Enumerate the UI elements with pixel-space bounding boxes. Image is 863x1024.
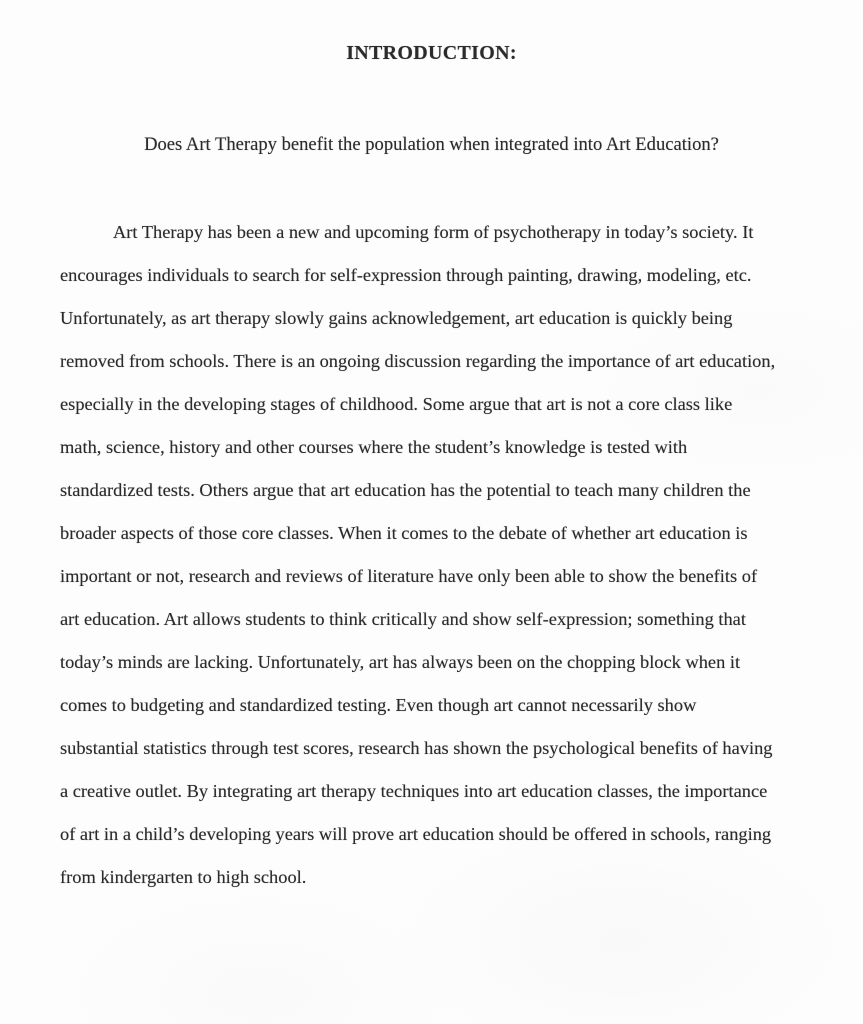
- paragraph-line: removed from schools. There is an ongoing discussion regarding the importance of art education,: [60, 351, 776, 371]
- paragraph-line: a creative outlet. By integrating art therapy techniques into art education classes, the importance: [60, 781, 768, 801]
- paragraph-line: math, science, history and other courses where the student’s knowledge is tested with: [60, 437, 688, 457]
- paragraph-line: especially in the developing stages of childhood. Some argue that art is not a core class like: [60, 394, 733, 414]
- research-question: Does Art Therapy benefit the population when integrated into Art Education?: [144, 134, 719, 155]
- paragraph-line: art education. Art allows students to think critically and show self-expression; something that: [60, 609, 746, 629]
- section-heading: INTRODUCTION:: [346, 42, 517, 64]
- paragraph-line: encourages individuals to search for self-expression through painting, drawing, modeling, etc.: [60, 265, 752, 285]
- paragraph-line: comes to budgeting and standardized testing. Even though art cannot necessarily show: [60, 695, 697, 715]
- paragraph-line: of art in a child’s developing years will prove art education should be offered in schools, ranging: [60, 824, 772, 844]
- paragraph-line: important or not, research and reviews of literature have only been able to show the benefits of: [60, 566, 758, 586]
- paragraph-line: from kindergarten to high school.: [60, 867, 307, 887]
- body-paragraph: [0, 211, 863, 899]
- paragraph-line: today’s minds are lacking. Unfortunately, art has always been on the chopping block when it: [60, 652, 741, 672]
- paragraph-line: standardized tests. Others argue that art education has the potential to teach many children the: [60, 480, 751, 500]
- paragraph-line: broader aspects of those core classes. When it comes to the debate of whether art education is: [60, 523, 748, 543]
- paragraph-line: Unfortunately, as art therapy slowly gains acknowledgement, art education is quickly being: [60, 308, 733, 328]
- paragraph-line: Art Therapy has been a new and upcoming form of psychotherapy in today’s society. It: [113, 222, 754, 242]
- paragraph-line: substantial statistics through test scores, research has shown the psychological benefits of having: [60, 738, 773, 758]
